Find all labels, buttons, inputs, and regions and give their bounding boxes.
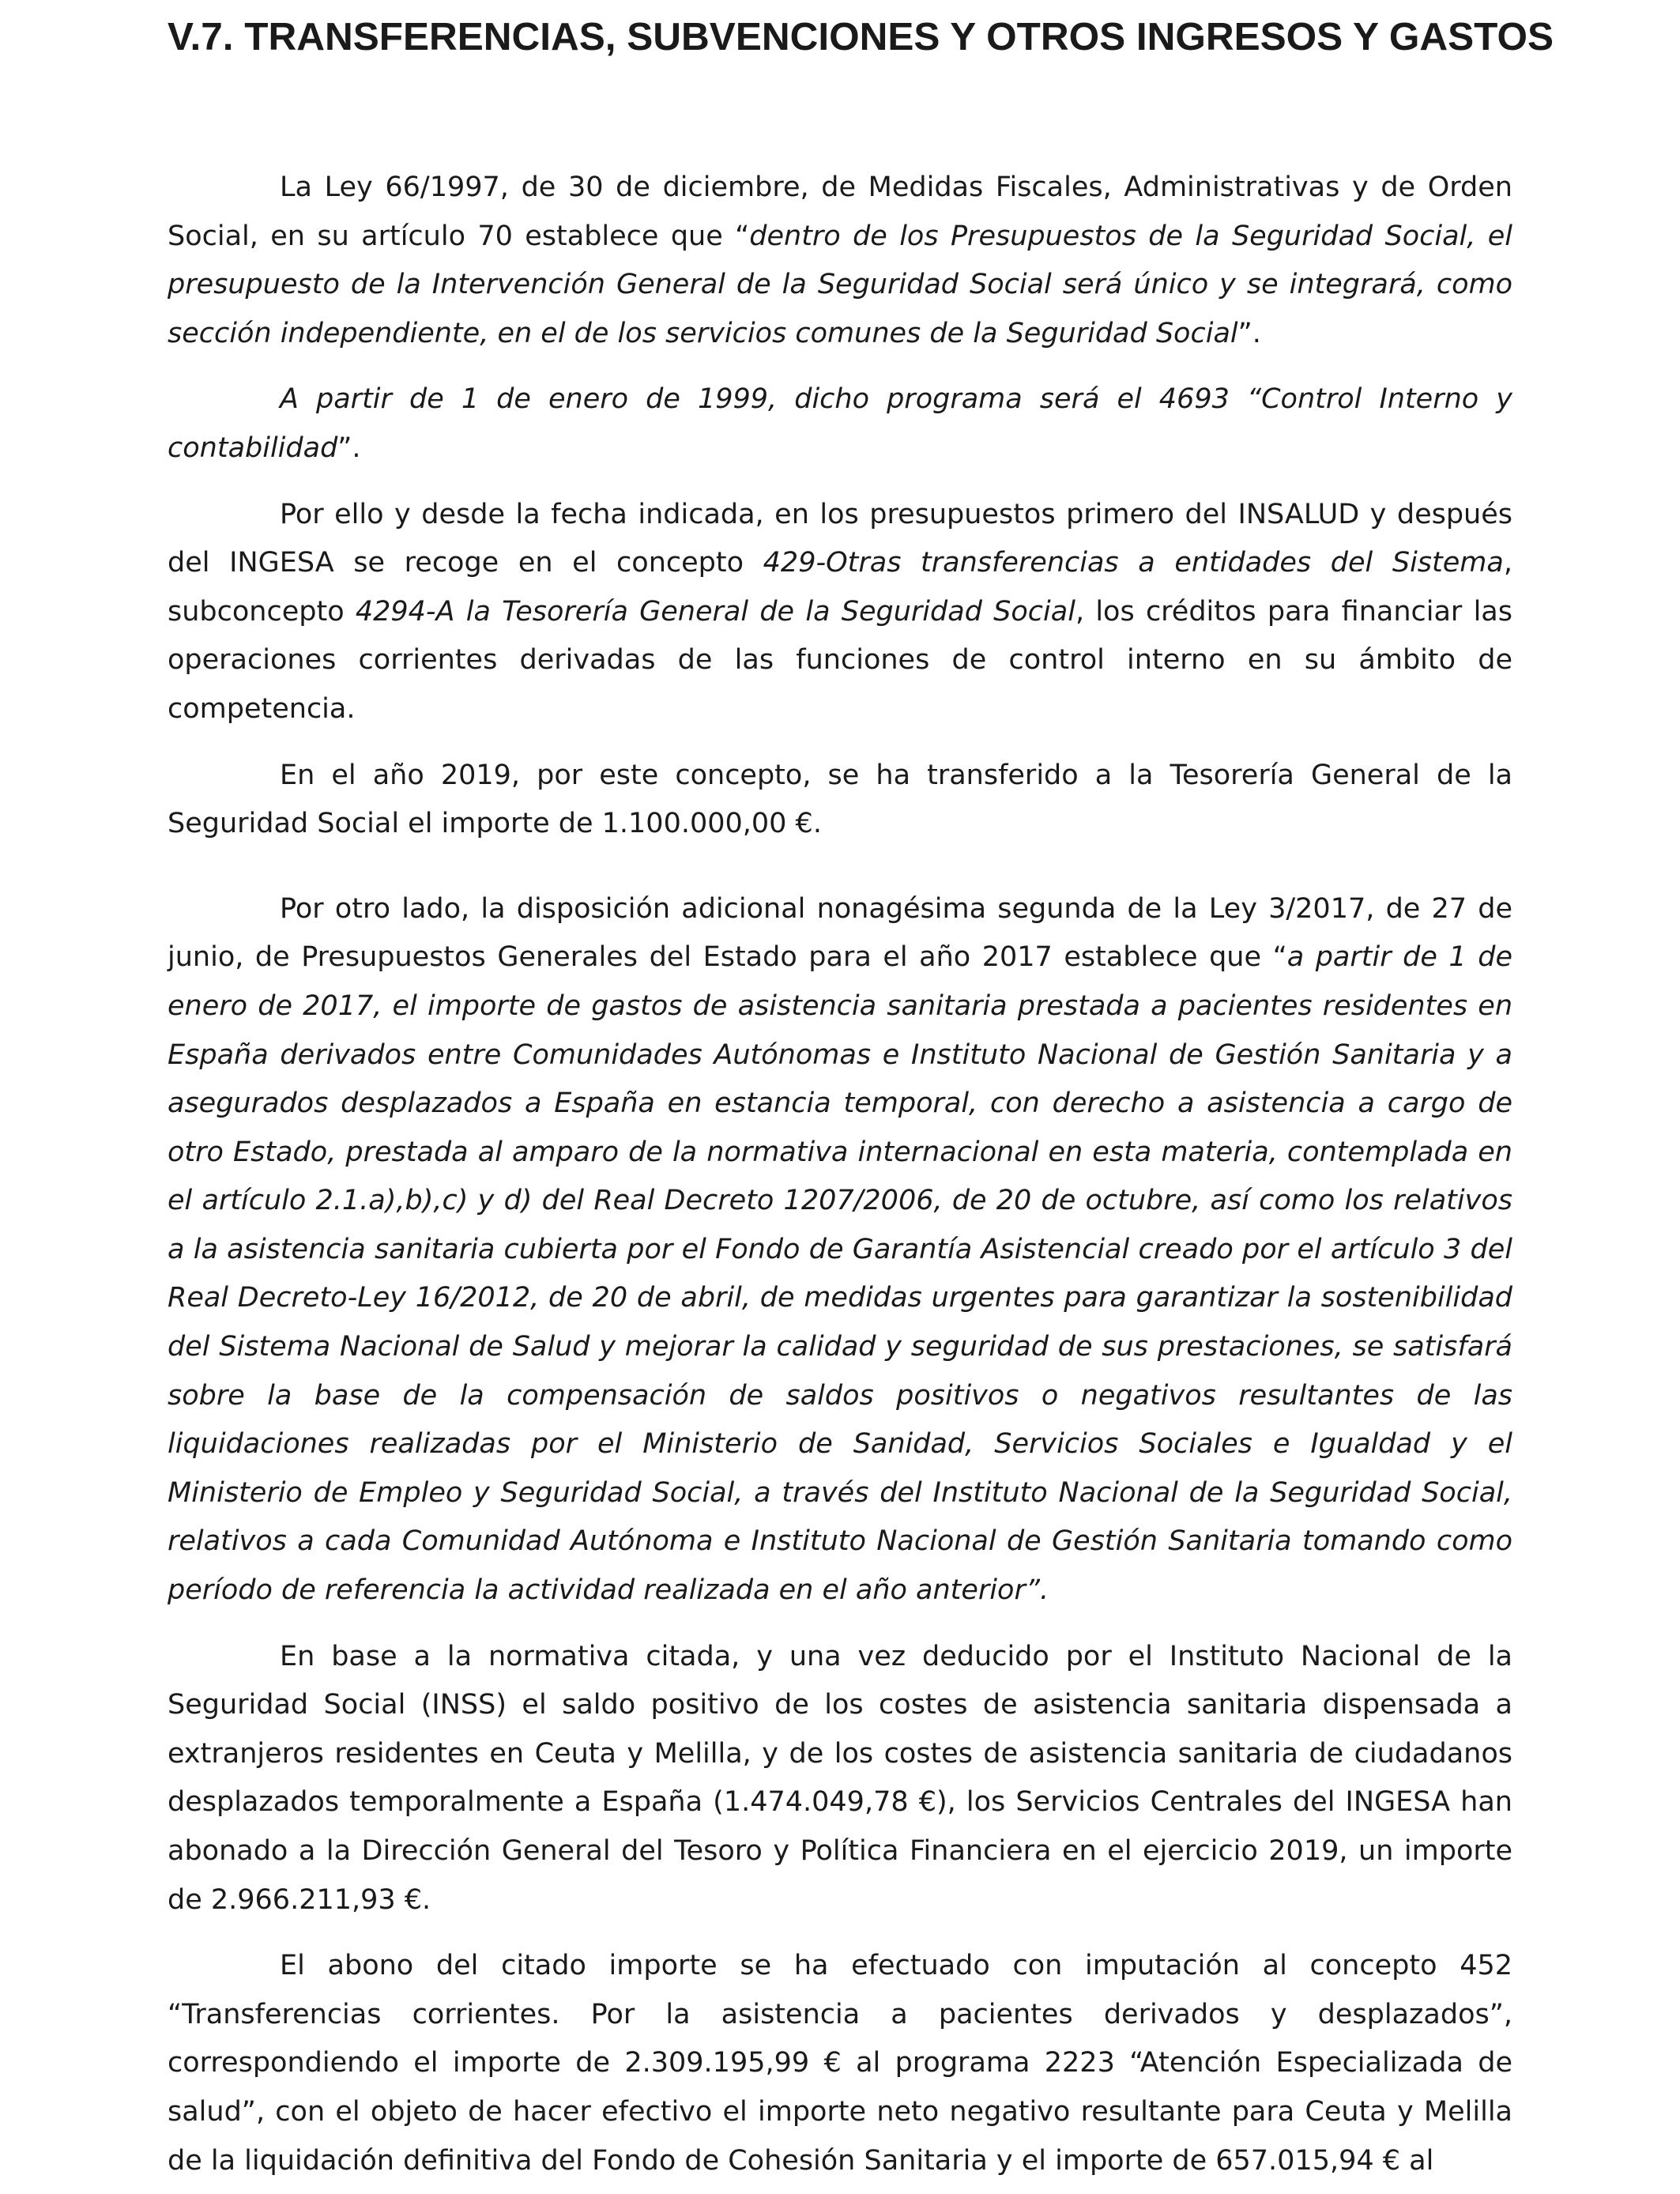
paragraph-tail-text: , los créditos para financiar las operaciones corrientes derivadas de las funciones de control interno en su ámbito de competencia.	[168, 595, 1512, 725]
paragraph-programa-4693	[168, 375, 1512, 473]
quoted-disposition-text: a partir de 1 de enero de 2017, el importe de gastos de asistencia sanitaria prestada a pacientes residentes en España derivados entre Comunidades Autónomas e Instituto Nacional de Gestión Sanitaria y a asegurados desplazados a España en estancia temporal, con derecho a asistencia a cargo de otro Estado, prestada al amparo de la normativa internacional en esta materia, contemplada en el artículo 2.1.a),b),c) y d) del Real Decreto 1207/2006, de 20 de octubre, así como los relativos a la asistencia sanitaria cubierta por el Fondo de Garantía Asistencial creado por el artículo 3 del Real Decreto-Ley 16/2012, de 20 de abril, de medidas urgentes para garantizar la sostenibilidad del Sistema Nacional de Salud y mejorar la calidad y seguridad de sus prestaciones, se satisfará sobre la base de la compensación de saldos positivos o negativos resultantes de las liquidaciones realizadas por el Ministerio de Sanidad, Servicios Sociales e Igualdad y el Ministerio de Empleo y Seguridad Social, a través del Instituto Nacional de la Seguridad Social, relativos a cada Comunidad Autónoma e Instituto Nacional de Gestión Sanitaria tomando como período de referencia la actividad realizada en el año anterior”.	[168, 941, 1512, 1607]
section-title: V.7. TRANSFERENCIAS, SUBVENCIONES Y OTROS INGRESOS Y GASTOS	[168, 15, 1554, 58]
paragraph-tail-text: ”.	[1237, 317, 1261, 349]
paragraph-abono-concepto-452: El abono del citado importe se ha efectuado con imputación al concepto 452 “Transferencias corrientes. Por la asistencia a pacientes derivados y desplazados”, correspondiendo el importe de 2.309.195,99 € al programa 2223 “Atención Especializada de salud”, con el objeto de hacer efectivo el importe neto negativo resultante para Ceuta y Melilla de la liquidación definitiva del Fondo de Cohesión Sanitaria y el importe de 657.015,94 € al	[168, 1950, 1512, 2177]
concept-429-text: 429-Otras transferencias a entidades del Sistema	[763, 547, 1504, 579]
paragraph-saldo-inss: En base a la normativa citada, y una vez deducido por el Instituto Nacional de la Seguridad Social (INSS) el saldo positivo de los costes de asistencia sanitaria dispensada a extranjeros residentes en Ceuta y Melilla, y de los costes de asistencia sanitaria de ciudadanos desplazados temporalmente a España (1.474.049,78 €), los Servicios Centrales del INGESA han abonado a la Dirección General del Tesoro y Política Financiera en el ejercicio 2019, un importe de 2.966.211,93 €.	[168, 1640, 1512, 1916]
paragraph-lead-text: La Ley 66/1997, de 30 de diciembre, de Medidas Fiscales, Administrativas y de Orden Social, en su artículo 70 establece que “	[168, 172, 1512, 252]
subconcept-4294-text: 4294-A la Tesorería General de la Seguridad Social	[355, 595, 1075, 628]
paragraph-tail-text: ”.	[337, 432, 361, 464]
paragraph-mid-text: , subconcepto	[168, 547, 1512, 628]
paragraph-ley-3-2017	[168, 885, 1512, 1615]
paragraph-lead-text: Por otro lado, la disposición adicional nonagésima segunda de la Ley 3/2017, de 27 de junio, de Presupuestos Generales del Estado para el año 2017 establece que “	[168, 892, 1512, 974]
paragraph-ley-66-1997	[168, 164, 1512, 358]
italic-program-text: A partir de 1 de enero de 1999, dicho programa será el 4693 “Control Interno y contabilidad	[168, 383, 1512, 464]
document-body	[168, 164, 1512, 2185]
paragraph-importe-2019: En el año 2019, por este concepto, se ha transferido a la Tesorería General de la Seguridad Social el importe de 1.100.000,00 €.	[168, 759, 1512, 840]
quoted-article-text: dentro de los Presupuestos de la Seguridad Social, el presupuesto de la Intervención General de la Seguridad Social será único y se integrará, como sección independiente, en el de los servicios comunes de la Seguridad Social	[168, 220, 1513, 349]
paragraph-lead-text: Por ello y desde la fecha indicada, en los presupuestos primero del INSALUD y después del INGESA se recoge en el concepto	[168, 498, 1512, 579]
paragraph-concepto-429	[168, 491, 1512, 734]
